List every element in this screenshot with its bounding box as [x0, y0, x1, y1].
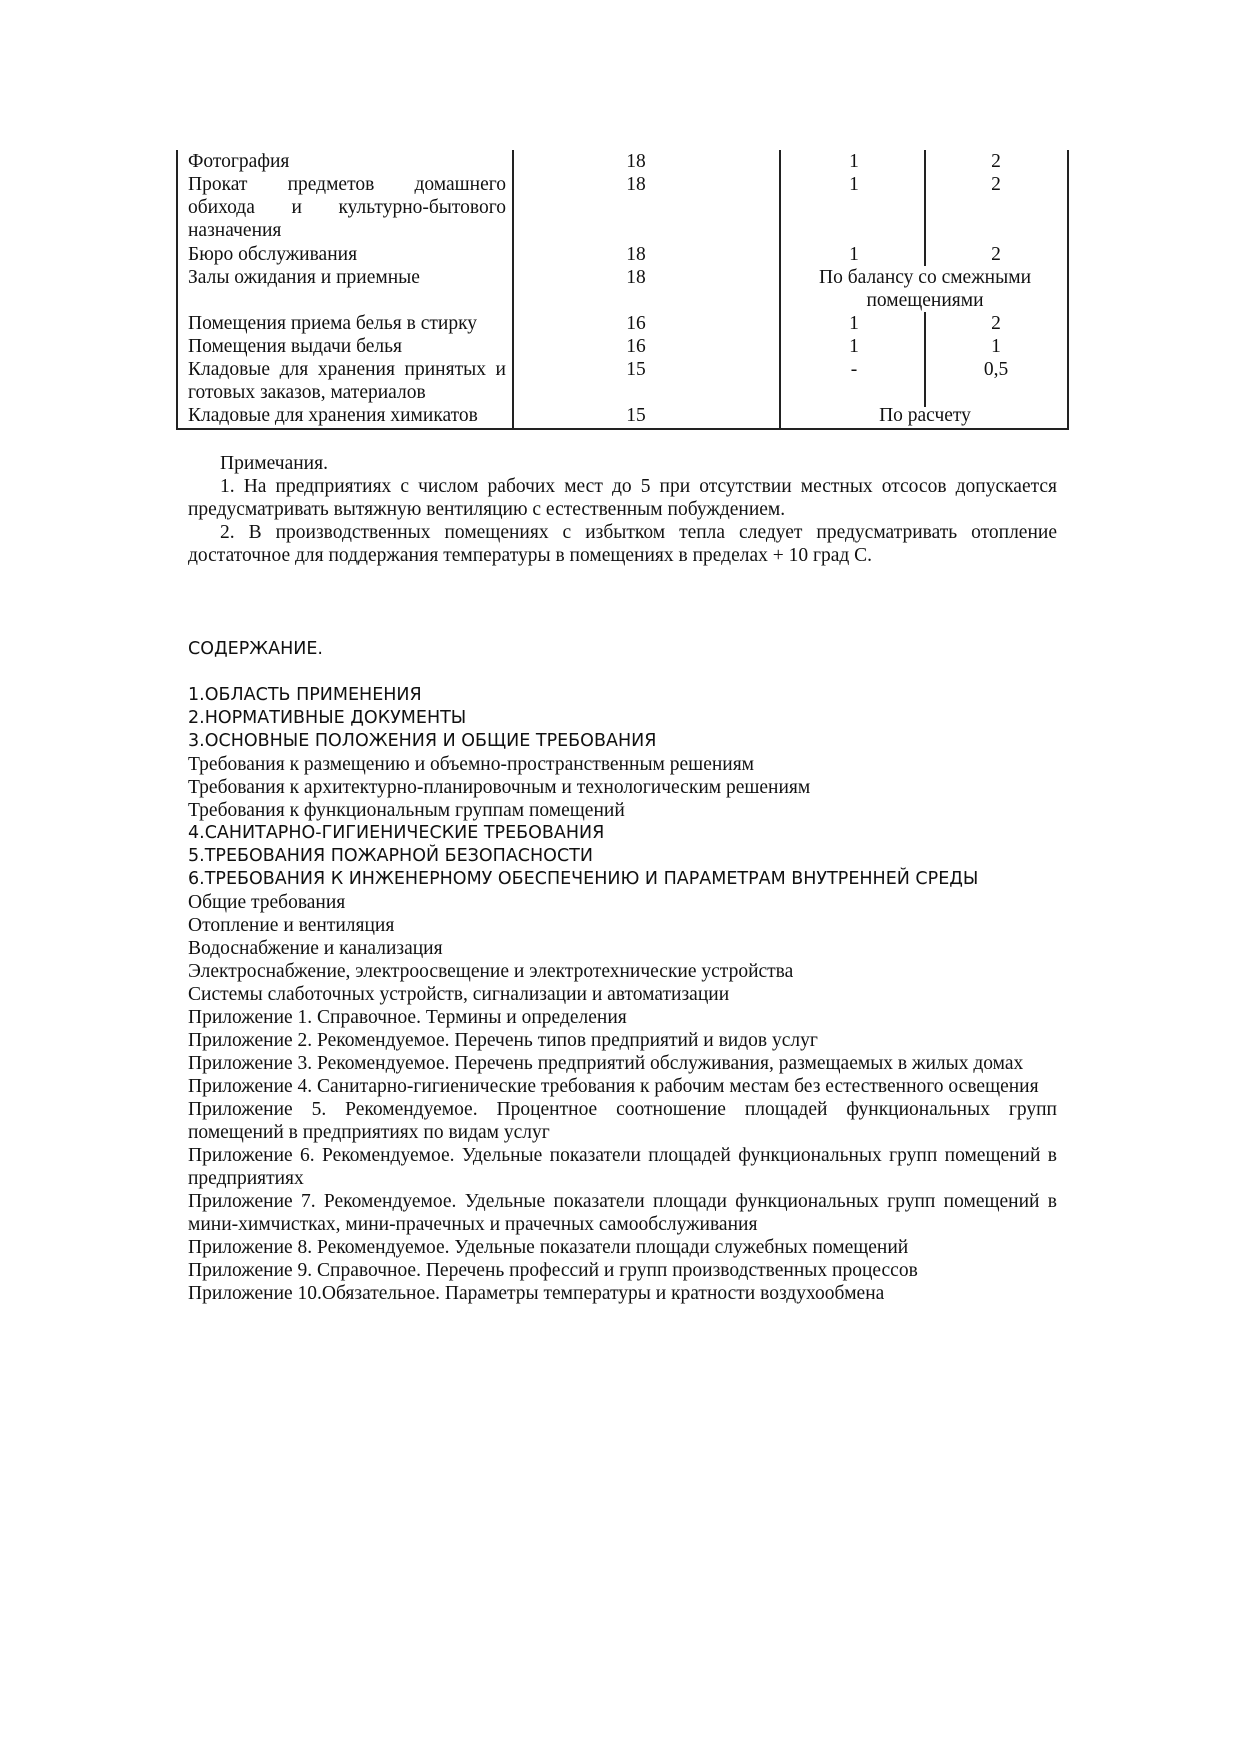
table-cell-inflow: 1 [849, 244, 859, 265]
contents-item[interactable]: Электроснабжение, электроосвещение и электротехнические устройства [188, 961, 794, 982]
table-cell-temperature: 16 [626, 313, 646, 334]
notes-heading: Примечания. [220, 453, 328, 474]
notes-block [188, 452, 1057, 567]
table-cell-room: Фотография [188, 151, 290, 172]
table-cell-room: Кладовые для хранения химикатов [188, 405, 478, 426]
contents-item[interactable]: Приложение 8. Рекомендуемое. Удельные показатели площади служебных помещений [188, 1237, 909, 1258]
table-of-contents [188, 638, 1057, 1305]
table-cell-temperature: 18 [626, 174, 646, 195]
table-cell-temperature: 18 [626, 151, 646, 172]
table-cell-inflow: 1 [849, 174, 859, 195]
table-cell-inflow: - [850, 359, 858, 380]
table-cell-room: Помещения выдачи белья [188, 336, 402, 357]
table-cell-inflow: 1 [849, 151, 859, 172]
table-cell-exhaust: 2 [991, 244, 1001, 265]
contents-item[interactable]: Приложение 10.Обязательное. Параметры температуры и кратности воздухообмена [188, 1283, 885, 1304]
contents-item[interactable]: Приложение 1. Справочное. Термины и определения [188, 1007, 627, 1028]
contents-section[interactable]: 3.ОСНОВНЫЕ ПОЛОЖЕНИЯ И ОБЩИЕ ТРЕБОВАНИЯ [188, 731, 657, 751]
contents-item[interactable]: Приложение 6. Рекомендуемое. Удельные показатели площадей функциональных групп помещений в предприятиях [188, 1145, 1057, 1189]
table-cell-temperature: 18 [626, 267, 646, 288]
contents-item[interactable]: Приложение 4. Санитарно-гигиенические требования к рабочим местам без естественного освещения [188, 1076, 1039, 1097]
contents-item[interactable]: Приложение 3. Рекомендуемое. Перечень предприятий обслуживания, размещаемых в жилых домах [188, 1053, 1024, 1074]
note-item: 1. На предприятиях с числом рабочих мест до 5 при отсутствии местных отсосов допускается предусматривать вытяжную вентиляцию с естественным побуждением. [188, 476, 1057, 520]
contents-section[interactable]: 1.ОБЛАСТЬ ПРИМЕНЕНИЯ [188, 685, 422, 705]
table-cell-merged: По расчету [879, 405, 971, 426]
table-cell-merged: По балансу со смежными помещениями [818, 267, 1031, 311]
contents-item[interactable]: Требования к размещению и объемно-пространственным решениям [188, 754, 755, 775]
table-cell-room: Помещения приема белья в стирку [188, 313, 478, 334]
contents-item[interactable]: Водоснабжение и канализация [188, 938, 443, 959]
contents-item[interactable]: Общие требования [188, 892, 346, 913]
table-cell-temperature: 16 [626, 336, 646, 357]
contents-item[interactable]: Приложение 2. Рекомендуемое. Перечень типов предприятий и видов услуг [188, 1030, 818, 1051]
table-cell-exhaust: 0,5 [983, 359, 1009, 380]
table-cell-exhaust: 2 [991, 174, 1001, 195]
contents-item[interactable]: Приложение 5. Рекомендуемое. Процентное соотношение площадей функциональных групп помещений в предприятиях по видам услуг [188, 1099, 1057, 1143]
table-cell-exhaust: 2 [991, 313, 1001, 334]
table-cell-temperature: 15 [626, 405, 646, 426]
table-cell-exhaust: 2 [991, 151, 1001, 172]
contents-item[interactable]: Приложение 7. Рекомендуемое. Удельные показатели площади функциональных групп помещений в мини-химчистках, мини-прачечных и прачечных самообслуживания [188, 1191, 1057, 1235]
contents-item[interactable]: Требования к архитектурно-планировочным и технологическим решениям [188, 777, 811, 798]
contents-item[interactable]: Системы слаботочных устройств, сигнализации и автоматизации [188, 984, 730, 1005]
table-border-right [1067, 150, 1069, 430]
table-cell-room: Прокат предметов домашнего обихода и культурно-бытового назначения [188, 174, 506, 241]
contents-list [188, 684, 1057, 1305]
table-column-divider [779, 150, 781, 430]
contents-item[interactable]: Отопление и вентиляция [188, 915, 395, 936]
table-cell-exhaust: 1 [991, 336, 1001, 357]
table-border-bottom [176, 428, 1069, 430]
contents-section[interactable]: 5.ТРЕБОВАНИЯ ПОЖАРНОЙ БЕЗОПАСНОСТИ [188, 846, 593, 866]
contents-section[interactable]: 2.НОРМАТИВНЫЕ ДОКУМЕНТЫ [188, 708, 467, 728]
contents-section[interactable]: 4.САНИТАРНО-ГИГИЕНИЧЕСКИЕ ТРЕБОВАНИЯ [188, 823, 605, 843]
table-cell-room: Бюро обслуживания [188, 244, 358, 265]
contents-section[interactable]: 6.ТРЕБОВАНИЯ К ИНЖЕНЕРНОМУ ОБЕСПЕЧЕНИЮ И ПАРАМЕТРАМ ВНУТРЕННЕЙ СРЕДЫ [188, 869, 979, 889]
table-cell-room: Кладовые для хранения принятых и готовых заказов, материалов [188, 359, 506, 403]
note-item: 2. В производственных помещениях с избытком тепла следует предусматривать отопление достаточное для поддержания температуры в помещениях в пределах + 10 град С. [188, 522, 1057, 566]
table-cell-inflow: 1 [849, 336, 859, 357]
table-border-left [176, 150, 178, 430]
contents-item[interactable]: Требования к функциональным группам помещений [188, 800, 625, 821]
contents-title: СОДЕРЖАНИЕ. [188, 639, 323, 659]
table-cell-room: Залы ожидания и приемные [188, 267, 420, 288]
table-cell-temperature: 15 [626, 359, 646, 380]
table-cell-inflow: 1 [849, 313, 859, 334]
contents-item[interactable]: Приложение 9. Справочное. Перечень профессий и групп производственных процессов [188, 1260, 918, 1281]
table-cell-temperature: 18 [626, 244, 646, 265]
